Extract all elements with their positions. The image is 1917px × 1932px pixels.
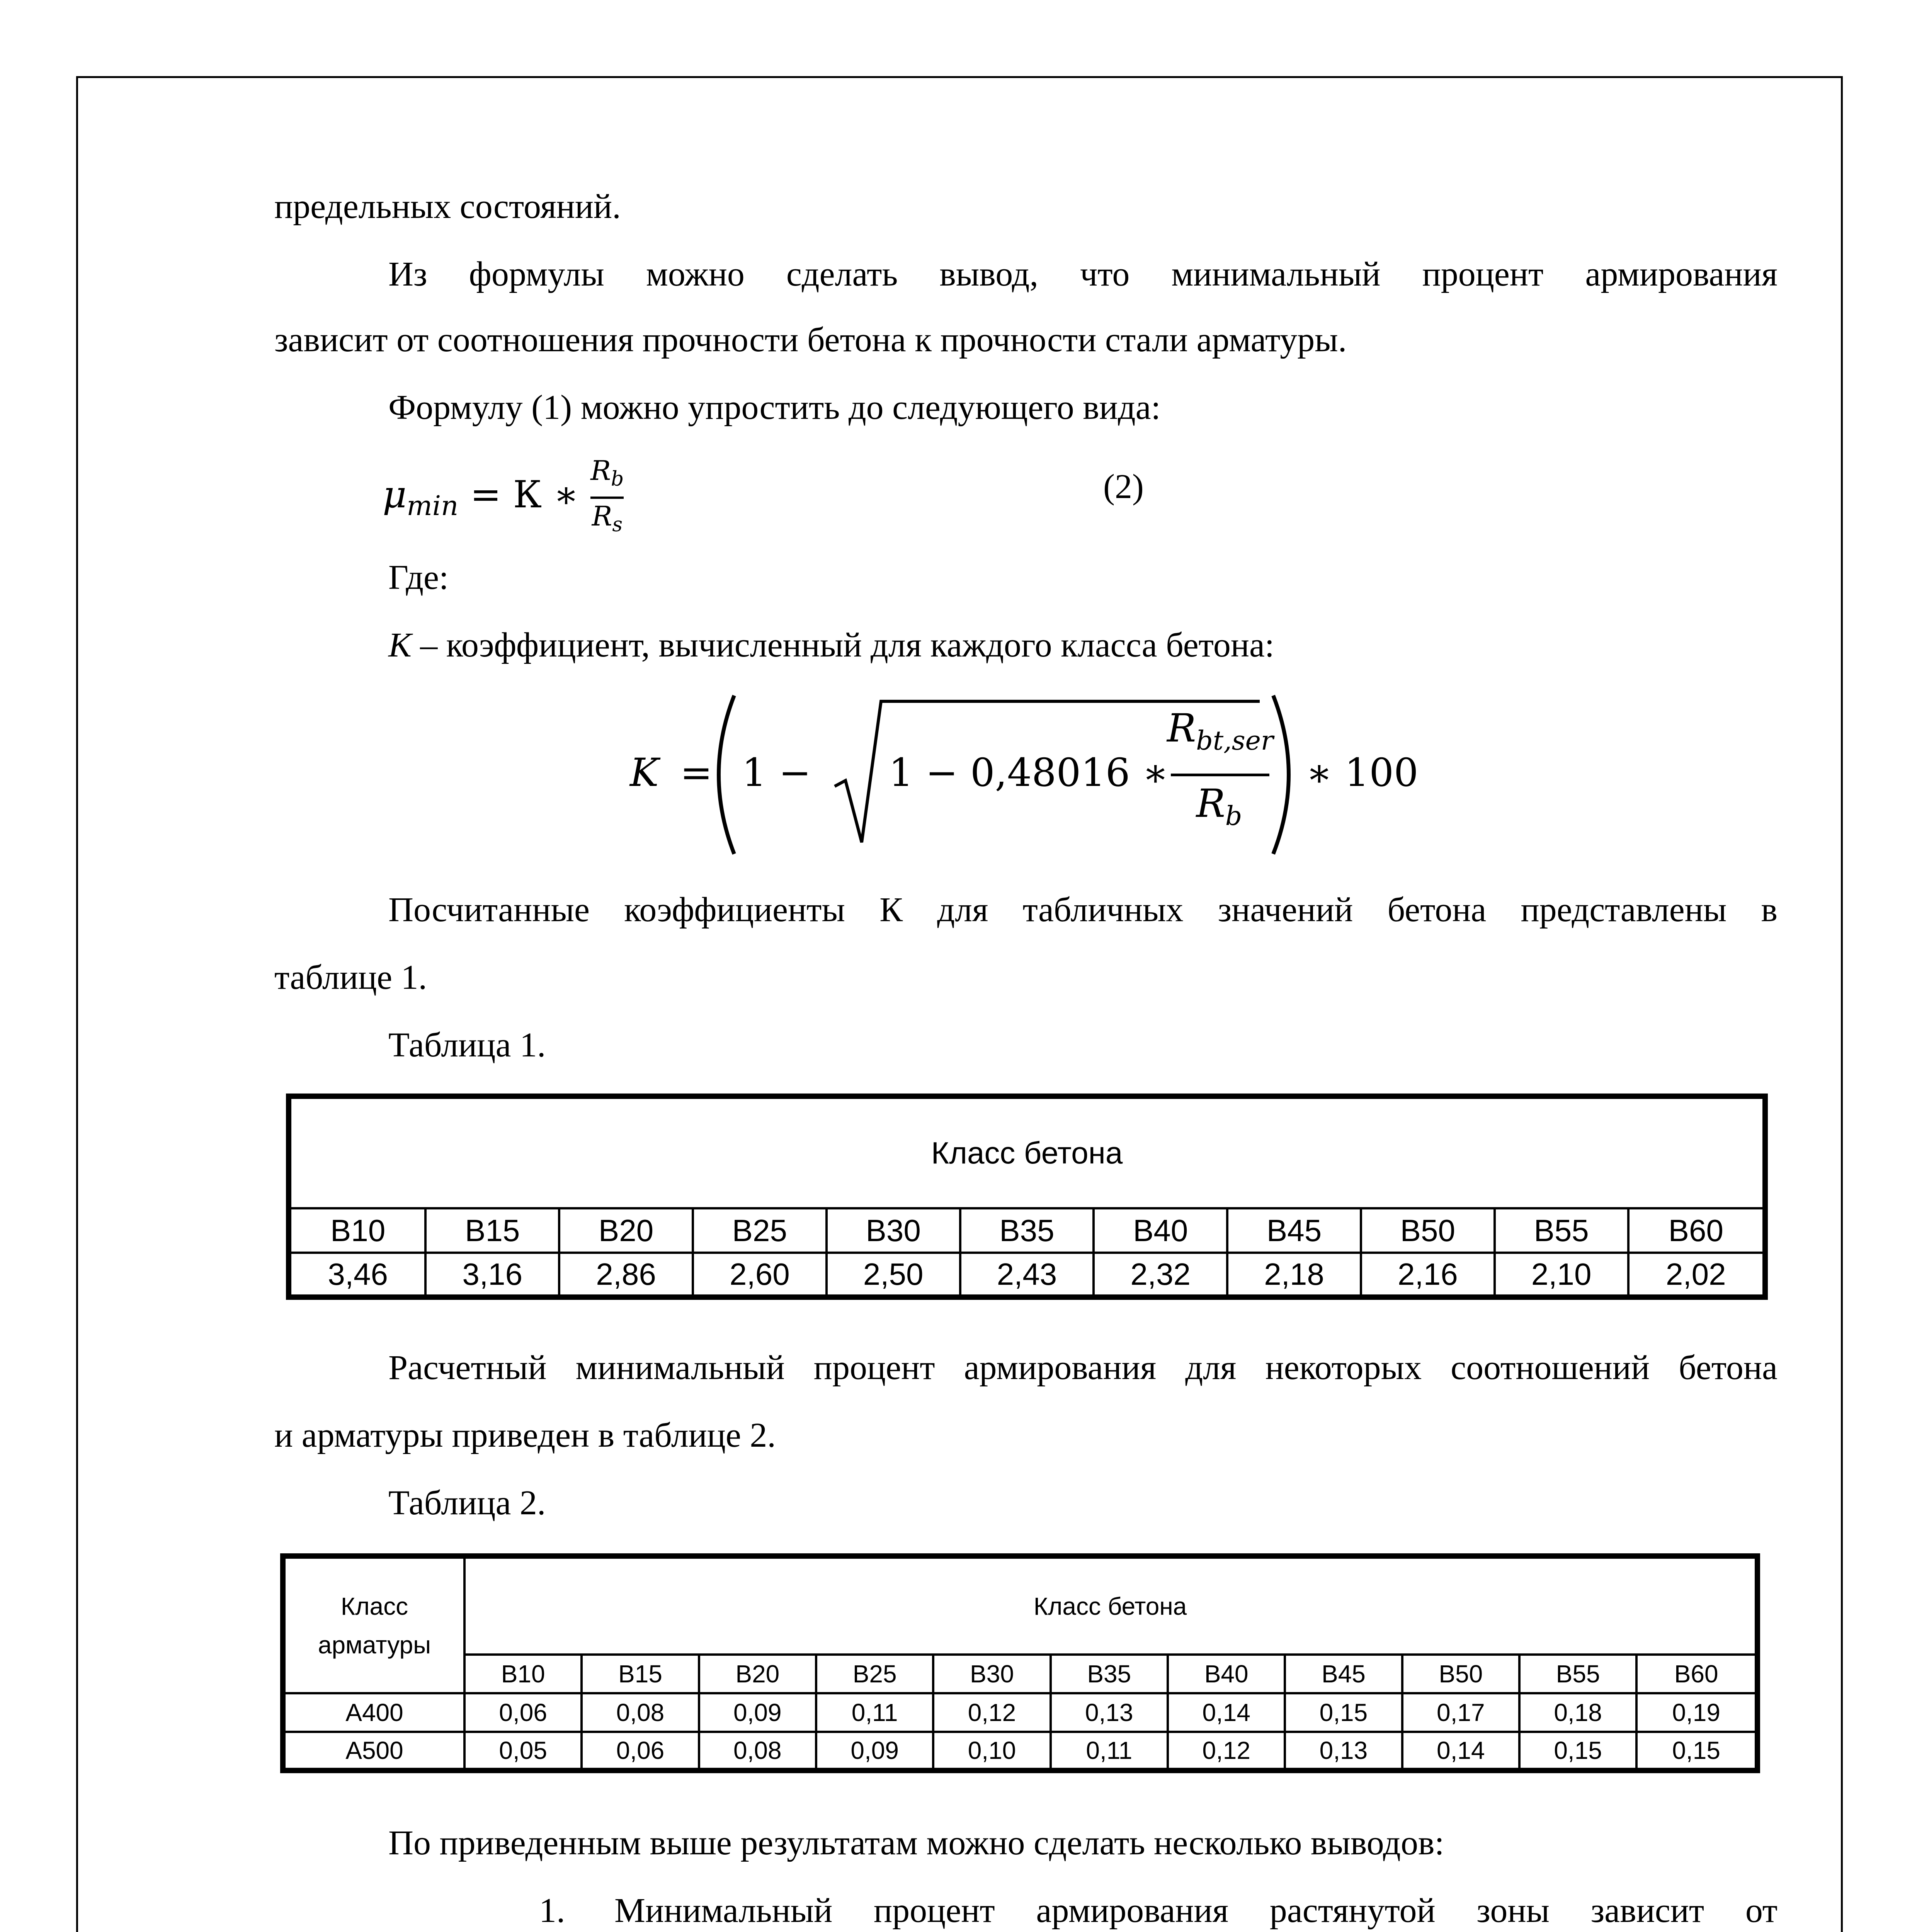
table-caption: Таблица 1. [388,1026,546,1064]
table-cell: B15 [425,1208,559,1253]
formula-k-eq: = [680,750,713,795]
table-cell: B10 [289,1208,425,1253]
table-header: Класс бетона [289,1096,1765,1208]
formula-k-denominator [1167,779,1271,842]
table-cell: 0,15 [1285,1693,1402,1732]
table-cell: 0,09 [699,1693,816,1732]
table-cell: B50 [1361,1208,1495,1253]
table-cell: 2,16 [1361,1253,1495,1297]
table-row-header: Класс арматуры [283,1556,464,1693]
table-cell: B50 [1402,1655,1519,1693]
table-cell: B10 [464,1655,582,1693]
table-cell: B45 [1227,1208,1361,1253]
table-cell: B35 [1051,1655,1168,1693]
table-cell: B55 [1495,1208,1628,1253]
table-cell: 2,02 [1628,1253,1765,1297]
formula-2 [383,444,624,545]
table-cell: 0,05 [464,1732,582,1770]
table-caption: Таблица 2. [388,1484,546,1522]
table-cell: 0,19 [1636,1693,1757,1732]
table-cell: 0,12 [1168,1732,1285,1770]
table-cell: B40 [1168,1655,1285,1693]
table-cell: 0,14 [1402,1732,1519,1770]
table-cell: 0,09 [816,1732,933,1770]
table-cell: 0,06 [582,1732,699,1770]
table-cell: A500 [283,1732,464,1770]
paragraph-line: и арматуры приведен в таблице 2. [274,1416,776,1454]
table-cell: 2,18 [1227,1253,1361,1297]
formula-num-sub: b [611,468,624,491]
table-row [289,1253,1765,1297]
table-cell: 2,43 [960,1253,1094,1297]
table-cell: 0,08 [699,1732,816,1770]
formula-eq: = К ∗ [470,473,579,516]
table-1 [286,1094,1768,1300]
table-cell: B20 [559,1208,693,1253]
paragraph-line: Из формулы можно сделать вывод, что минимальный процент армирования [388,255,1778,293]
table-cell: B60 [1636,1655,1757,1693]
table-cell: 0,18 [1519,1693,1636,1732]
table-header: Класс бетона [464,1556,1757,1655]
list-marker: 1. [539,1891,565,1930]
table-cell: 3,46 [289,1253,425,1297]
table-cell: B30 [827,1208,960,1253]
table-cell: 2,50 [827,1253,960,1297]
table-2 [280,1553,1760,1773]
paragraph-line [388,620,1274,670]
formula-k-num-sub: bt,ser [1196,726,1274,756]
table-cell: 2,86 [559,1253,693,1297]
table-cell: B25 [816,1655,933,1693]
k-italic: К [388,626,412,664]
table-cell: 0,15 [1636,1732,1757,1770]
formula-k-lhs: K [630,750,659,795]
formula-number: (2) [1103,468,1144,506]
paragraph-line: По приведенным выше результатам можно сделать несколько выводов: [388,1824,1444,1862]
table-cell: 2,10 [1495,1253,1628,1297]
formula-k-tail: ∗ 100 [1306,750,1419,795]
paragraph-line: Где: [388,558,449,597]
formula-k-one: 1 − [742,750,811,795]
list-item-line: Минимальный процент армирования растянутой зоны зависит от [614,1891,1778,1930]
table-cell: B45 [1285,1655,1402,1693]
k-definition: – коэффициент, вычисленный для каждого класса бетона: [411,626,1274,664]
paragraph-line: Формулу (1) можно упростить до следующего вида: [388,388,1161,427]
table-cell: B55 [1519,1655,1636,1693]
paragraph-line: предельных состояний. [274,187,621,226]
paragraph-line: таблице 1. [274,958,427,997]
formula-k-num: R [1167,706,1196,751]
formula-k-den: R [1196,781,1225,826]
table-cell: A400 [283,1693,464,1732]
formula-fraction [590,453,624,542]
paragraph-line: зависит от соотношения прочности бетона к прочности стали арматуры. [274,321,1347,359]
formula-mu: μ [383,473,407,516]
formula-k [626,688,1437,862]
table-cell: 0,10 [933,1732,1050,1770]
table-cell: 0,14 [1168,1693,1285,1732]
table-row [283,1693,1757,1732]
table-cell: 2,60 [693,1253,827,1297]
table-row [283,1732,1757,1770]
formula-k-den-sub: b [1225,801,1242,832]
formula-den: R [592,500,612,532]
paragraph-line: Посчитанные коэффициенты К для табличных значений бетона представлены в [388,891,1778,929]
table-cell: B60 [1628,1208,1765,1253]
table-cell: B25 [693,1208,827,1253]
fraction-bar [1171,774,1269,776]
paragraph-line: Расчетный минимальный процент армирования для некоторых соотношений бетона [388,1349,1778,1387]
table-cell: 0,12 [933,1693,1050,1732]
table-cell: 0,06 [464,1693,582,1732]
table-cell: 0,15 [1519,1732,1636,1770]
table-cell: 0,17 [1402,1693,1519,1732]
table-cell: B20 [699,1655,816,1693]
table-cell: B35 [960,1208,1094,1253]
table-cell: B30 [933,1655,1050,1693]
table-cell: 0,08 [582,1693,699,1732]
formula-k-numerator [1167,703,1274,766]
table-cell: 3,16 [425,1253,559,1297]
formula-den-sub: s [612,513,623,536]
table-cell: 0,11 [1051,1732,1168,1770]
table-cell: 0,13 [1285,1732,1402,1770]
table-cell: 0,13 [1051,1693,1168,1732]
formula-sub: min [407,490,459,522]
formula-num: R [590,455,611,486]
table-row [289,1208,1765,1253]
table-cell: 0,11 [816,1693,933,1732]
table-cell: B15 [582,1655,699,1693]
table-cell: B40 [1094,1208,1227,1253]
table-row [283,1655,1757,1693]
formula-k-inner: 1 − 0,48016 ∗ [889,750,1169,795]
table-cell: 2,32 [1094,1253,1227,1297]
